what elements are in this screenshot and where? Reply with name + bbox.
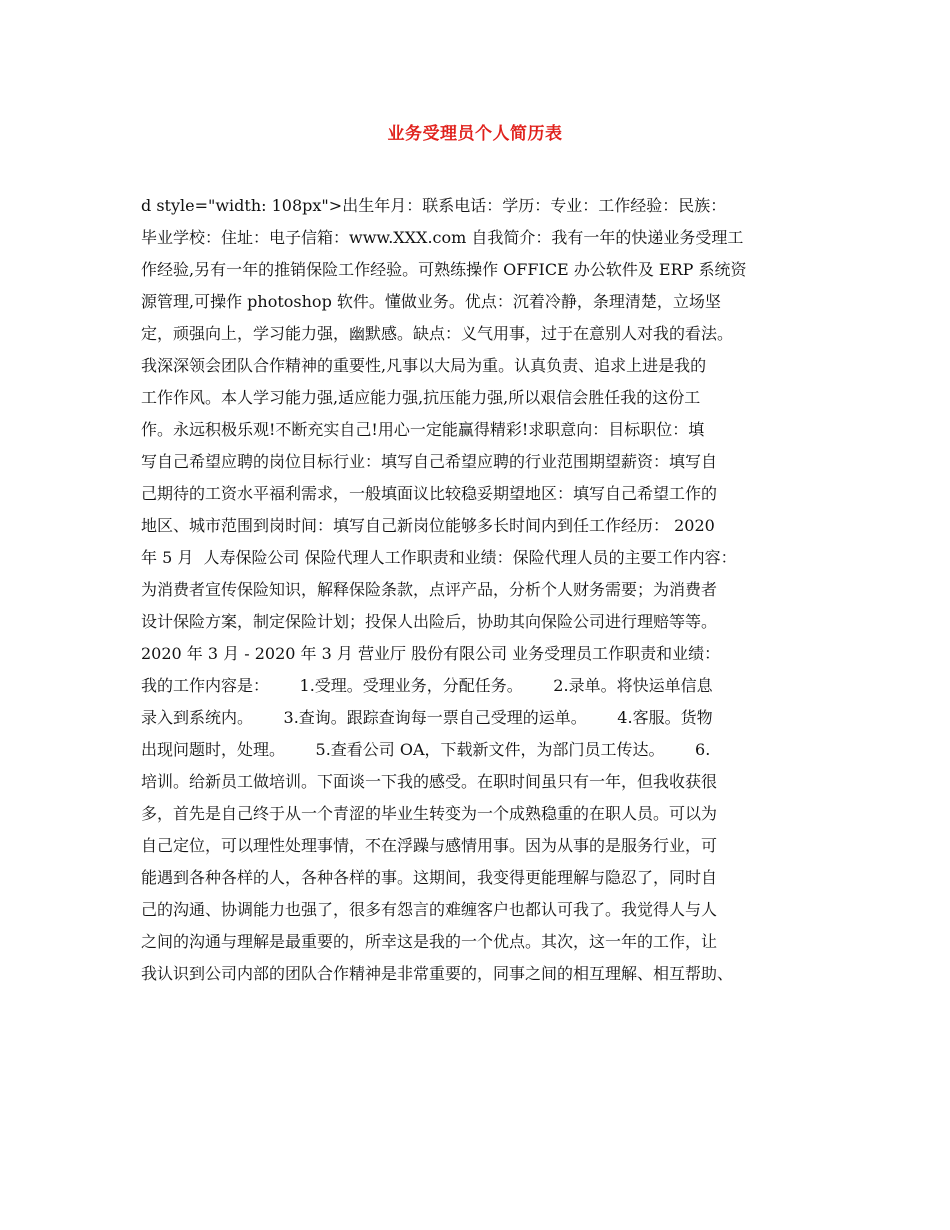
- text-line: 毕业学校：住址：电子信箱：www.XXX.com 自我简介：我有一年的快递业务受理工: [141, 228, 744, 247]
- text-line: 己期待的工资水平福利需求，一般填面议比较稳妥期望地区：填写自己希望工作的: [141, 484, 718, 503]
- text-line: 2020 年 3 月 - 2020 年 3 月 营业厅 股份有限公司 业务受理员工作职责和业绩：: [141, 644, 721, 663]
- text-line: 多，首先是自己终于从一个青涩的毕业生转变为一个成熟稳重的在职人员。可以为: [141, 804, 718, 823]
- text-line: d style="width: 108px">出生年月：联系电话：学历：专业：工作经验：民族：: [141, 196, 727, 215]
- text-line: 录入到系统内。 3.查询。跟踪查询每一票自己受理的运单。 4.客服。货物: [141, 708, 713, 727]
- text-line: 地区、城市范围到岗时间：填写自己新岗位能够多长时间内到任工作经历： 2020: [141, 516, 715, 535]
- text-line: 作。永远积极乐观!不断充实自己!用心一定能赢得精彩!求职意向：目标职位：填: [141, 420, 705, 439]
- text-line: 己的沟通、协调能力也强了，很多有怨言的难缠客户也都认可我了。我觉得人与人: [141, 900, 718, 919]
- text-line: 作经验,另有一年的推销保险工作经验。可熟练操作 OFFICE 办公软件及 ERP 系统资: [141, 260, 747, 279]
- text-line: 培训。给新员工做培训。下面谈一下我的感受。在职时间虽只有一年，但我收获很: [141, 772, 718, 791]
- text-line: 自己定位，可以理性处理事情，不在浮躁与感情用事。因为从事的是服务行业，可: [141, 836, 718, 855]
- text-line: 为消费者宣传保险知识，解释保险条款，点评产品，分析个人财务需要；为消费者: [141, 580, 718, 599]
- text-line: 设计保险方案，制定保险计划；投保人出险后，协助其向保险公司进行理赔等等。: [141, 612, 718, 631]
- text-line: 源管理,可操作 photoshop 软件。懂做业务。优点：沉着冷静，条理清楚，立场坚: [141, 292, 721, 311]
- text-line: 定，顽强向上，学习能力强，幽默感。缺点：义气用事，过于在意别人对我的看法。: [141, 324, 734, 343]
- text-line: 能遇到各种各样的人，各种各样的事。这期间，我变得更能理解与隐忍了，同时自: [141, 868, 718, 887]
- text-line: 我深深领会团队合作精神的重要性,凡事以大局为重。认真负责、追求上进是我的: [141, 356, 707, 375]
- text-line: 之间的沟通与理解是最重要的，所幸这是我的一个优点。其次，这一年的工作，让: [141, 932, 718, 951]
- text-line: 写自己希望应聘的岗位目标行业：填写自己希望应聘的行业范围期望薪资：填写自: [141, 452, 718, 471]
- text-line: 出现问题时，处理。 5.查看公司 OA，下载新文件，为部门员工传达。 6.: [141, 740, 711, 759]
- document-title: 业务受理员个人简历表: [387, 124, 563, 144]
- text-line: 年 5 月 人寿保险公司 保险代理人工作职责和业绩：保险代理人员的主要工作内容：: [141, 548, 737, 567]
- document-body: [141, 190, 821, 990]
- text-line: 我的工作内容是： 1.受理。受理业务，分配任务。 2.录单。将快运单信息: [141, 676, 713, 695]
- text-line: 工作作风。本人学习能力强,适应能力强,抗压能力强,所以艰信会胜任我的这份工: [141, 388, 701, 407]
- text-line: 我认识到公司内部的团队合作精神是非常重要的，同事之间的相互理解、相互帮助、: [141, 964, 734, 983]
